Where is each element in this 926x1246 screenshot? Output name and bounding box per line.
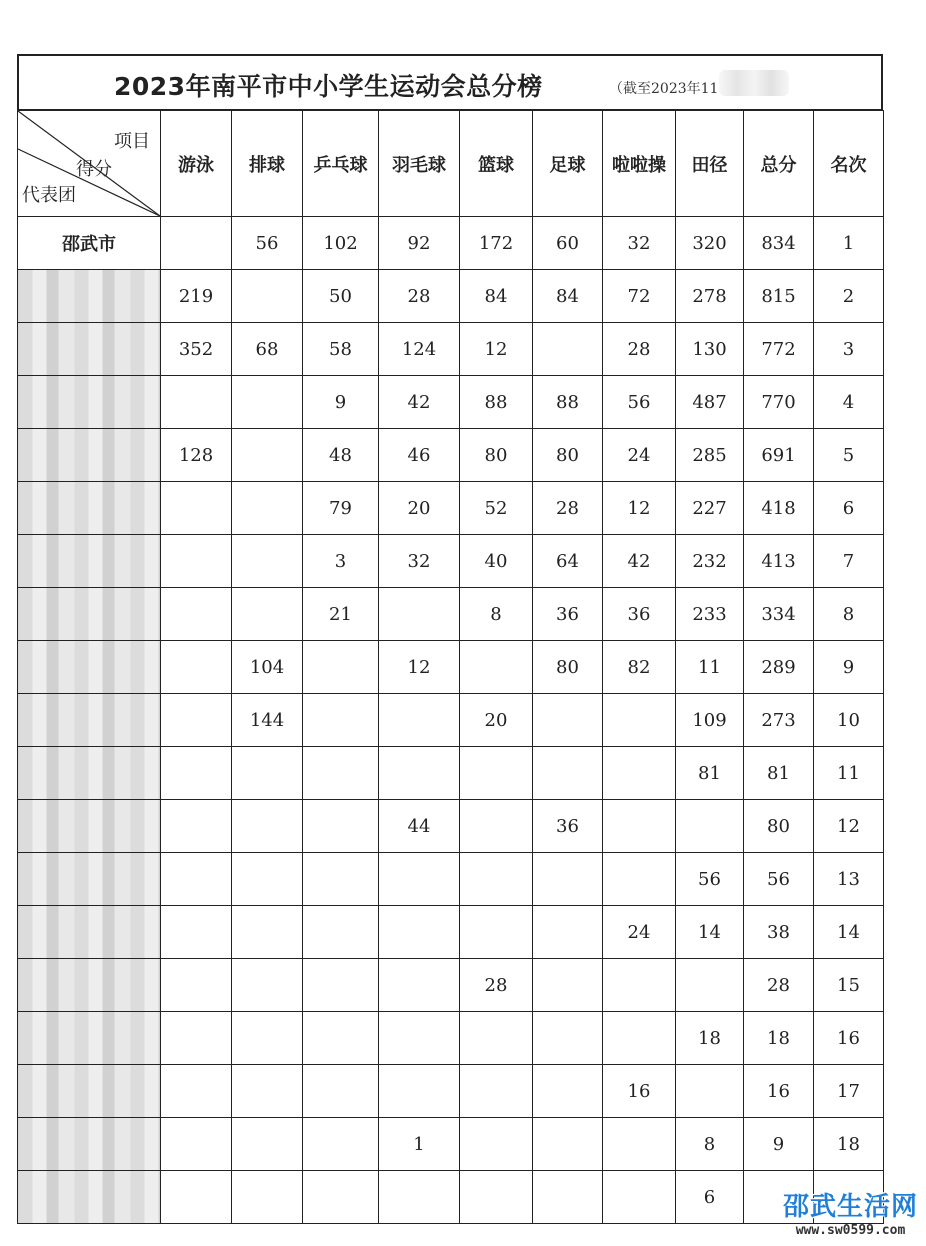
corner-header-cell (18, 111, 161, 217)
score-cell: 24 (603, 906, 676, 959)
score-cell (379, 1012, 460, 1065)
score-cell: 418 (744, 482, 814, 535)
score-cell (232, 800, 303, 853)
score-cell (161, 1118, 232, 1171)
score-cell (161, 959, 232, 1012)
score-cell (460, 853, 533, 906)
score-cell (232, 906, 303, 959)
score-cell (232, 747, 303, 800)
score-cell: 487 (676, 376, 744, 429)
score-cell (161, 376, 232, 429)
score-cell: 18 (814, 1118, 884, 1171)
team-cell (18, 323, 161, 376)
score-cell: 36 (603, 588, 676, 641)
table-row (18, 1171, 884, 1224)
score-cell (676, 1065, 744, 1118)
column-header: 足球 (533, 111, 603, 217)
title-bar (17, 54, 883, 110)
score-cell: 84 (460, 270, 533, 323)
score-cell: 58 (303, 323, 379, 376)
score-cell (303, 853, 379, 906)
score-cell: 9 (303, 376, 379, 429)
score-cell: 8 (460, 588, 533, 641)
score-cell: 60 (533, 217, 603, 270)
score-cell: 42 (379, 376, 460, 429)
site-watermark (783, 1186, 918, 1238)
score-cell: 56 (603, 376, 676, 429)
score-cell: 278 (676, 270, 744, 323)
score-cell: 102 (303, 217, 379, 270)
score-cell: 12 (814, 800, 884, 853)
table-row (18, 270, 884, 323)
table-row (18, 747, 884, 800)
score-cell (161, 800, 232, 853)
score-cell: 38 (744, 906, 814, 959)
team-cell (18, 800, 161, 853)
score-cell: 227 (676, 482, 744, 535)
score-cell: 413 (744, 535, 814, 588)
score-cell (676, 800, 744, 853)
score-cell: 320 (676, 217, 744, 270)
score-cell (232, 853, 303, 906)
score-cell (232, 1065, 303, 1118)
score-cell (460, 800, 533, 853)
watermark-url: www.sw0599.com (795, 1223, 906, 1238)
score-cell (460, 906, 533, 959)
score-cell (379, 1065, 460, 1118)
table-row (18, 217, 884, 270)
table-row (18, 1065, 884, 1118)
score-cell (232, 376, 303, 429)
column-header: 乒乓球 (303, 111, 379, 217)
score-cell: 17 (814, 1065, 884, 1118)
score-cell (533, 1012, 603, 1065)
score-cell: 9 (744, 1118, 814, 1171)
team-cell (18, 376, 161, 429)
score-cell: 233 (676, 588, 744, 641)
score-cell (379, 694, 460, 747)
score-cell (460, 1171, 533, 1224)
score-cell (533, 1118, 603, 1171)
score-cell: 28 (379, 270, 460, 323)
score-cell (303, 1118, 379, 1171)
table-row (18, 323, 884, 376)
score-cell: 20 (460, 694, 533, 747)
score-cell: 18 (744, 1012, 814, 1065)
score-sheet (17, 54, 883, 1224)
score-cell: 36 (533, 800, 603, 853)
table-row (18, 641, 884, 694)
score-cell: 1 (379, 1118, 460, 1171)
corner-label-score: 得分 (76, 159, 112, 180)
score-cell: 14 (676, 906, 744, 959)
table-row (18, 1118, 884, 1171)
team-cell (18, 1065, 161, 1118)
score-cell (303, 1012, 379, 1065)
score-cell: 88 (533, 376, 603, 429)
score-cell (379, 906, 460, 959)
column-header: 总分 (744, 111, 814, 217)
score-cell (603, 800, 676, 853)
team-cell (18, 959, 161, 1012)
score-cell (533, 853, 603, 906)
score-cell: 64 (533, 535, 603, 588)
score-cell (161, 1012, 232, 1065)
score-cell: 1 (814, 217, 884, 270)
score-cell: 6 (676, 1171, 744, 1224)
score-cell (603, 1118, 676, 1171)
score-cell (303, 959, 379, 1012)
score-cell (379, 747, 460, 800)
score-cell: 42 (603, 535, 676, 588)
score-cell: 56 (232, 217, 303, 270)
score-cell: 12 (603, 482, 676, 535)
team-cell (18, 482, 161, 535)
score-cell: 80 (460, 429, 533, 482)
table-row (18, 853, 884, 906)
score-cell: 24 (603, 429, 676, 482)
score-cell: 834 (744, 217, 814, 270)
team-cell (18, 747, 161, 800)
team-cell (18, 694, 161, 747)
column-header: 名次 (814, 111, 884, 217)
score-cell (303, 1065, 379, 1118)
team-cell (18, 853, 161, 906)
score-cell: 289 (744, 641, 814, 694)
header-row (18, 111, 884, 217)
score-cell: 80 (533, 641, 603, 694)
score-cell: 82 (603, 641, 676, 694)
score-cell: 48 (303, 429, 379, 482)
score-cell: 50 (303, 270, 379, 323)
score-cell: 14 (814, 906, 884, 959)
score-cell: 11 (676, 641, 744, 694)
score-cell (379, 959, 460, 1012)
score-cell (303, 747, 379, 800)
score-cell: 13 (814, 853, 884, 906)
score-cell: 285 (676, 429, 744, 482)
score-cell: 81 (676, 747, 744, 800)
score-cell: 12 (379, 641, 460, 694)
score-cell (460, 641, 533, 694)
score-cell: 128 (161, 429, 232, 482)
score-cell: 16 (744, 1065, 814, 1118)
score-cell: 273 (744, 694, 814, 747)
score-cell (379, 1171, 460, 1224)
score-cell: 80 (744, 800, 814, 853)
corner-label-team: 代表团 (22, 185, 76, 206)
score-cell: 15 (814, 959, 884, 1012)
table-row (18, 694, 884, 747)
score-cell (232, 535, 303, 588)
column-header: 羽毛球 (379, 111, 460, 217)
page-title: 2023年南平市中小学生运动会总分榜 (114, 72, 543, 101)
score-cell: 44 (379, 800, 460, 853)
score-cell: 28 (460, 959, 533, 1012)
score-cell: 172 (460, 217, 533, 270)
score-cell: 84 (533, 270, 603, 323)
score-cell: 8 (676, 1118, 744, 1171)
score-cell (161, 1171, 232, 1224)
table-row (18, 906, 884, 959)
score-cell: 9 (814, 641, 884, 694)
score-cell: 5 (814, 429, 884, 482)
score-cell: 68 (232, 323, 303, 376)
score-cell: 7 (814, 535, 884, 588)
title-note: （截至2023年11 (609, 81, 719, 97)
score-cell: 92 (379, 217, 460, 270)
score-cell (460, 1065, 533, 1118)
column-header: 排球 (232, 111, 303, 217)
table-row (18, 535, 884, 588)
score-cell (533, 959, 603, 1012)
score-cell (232, 588, 303, 641)
score-cell: 72 (603, 270, 676, 323)
score-cell: 770 (744, 376, 814, 429)
score-cell: 10 (814, 694, 884, 747)
score-cell (303, 906, 379, 959)
score-cell (161, 535, 232, 588)
score-cell: 28 (744, 959, 814, 1012)
score-cell: 130 (676, 323, 744, 376)
score-cell: 219 (161, 270, 232, 323)
table-row (18, 1012, 884, 1065)
score-cell (161, 217, 232, 270)
score-cell: 32 (603, 217, 676, 270)
team-cell (18, 270, 161, 323)
score-cell: 3 (303, 535, 379, 588)
score-cell: 56 (744, 853, 814, 906)
score-cell (603, 959, 676, 1012)
column-header: 啦啦操 (603, 111, 676, 217)
score-cell (161, 588, 232, 641)
score-cell: 334 (744, 588, 814, 641)
score-cell (303, 641, 379, 694)
score-cell (161, 747, 232, 800)
column-header: 游泳 (161, 111, 232, 217)
score-cell: 28 (603, 323, 676, 376)
score-cell (232, 429, 303, 482)
score-cell: 11 (814, 747, 884, 800)
score-cell: 109 (676, 694, 744, 747)
score-cell (161, 641, 232, 694)
score-cell: 3 (814, 323, 884, 376)
score-cell: 12 (460, 323, 533, 376)
score-cell: 144 (232, 694, 303, 747)
team-cell (18, 535, 161, 588)
team-cell (18, 641, 161, 694)
team-cell (18, 906, 161, 959)
team-cell (18, 1171, 161, 1224)
team-cell (18, 429, 161, 482)
team-cell (18, 1118, 161, 1171)
score-cell (676, 959, 744, 1012)
score-cell (533, 323, 603, 376)
score-cell: 28 (533, 482, 603, 535)
score-cell (161, 1065, 232, 1118)
score-cell (603, 747, 676, 800)
score-cell (161, 853, 232, 906)
column-header: 田径 (676, 111, 744, 217)
score-cell: 88 (460, 376, 533, 429)
score-cell: 232 (676, 535, 744, 588)
score-cell: 46 (379, 429, 460, 482)
score-cell: 16 (603, 1065, 676, 1118)
score-cell (603, 853, 676, 906)
score-cell (161, 694, 232, 747)
score-cell: 18 (676, 1012, 744, 1065)
score-cell: 691 (744, 429, 814, 482)
score-cell: 8 (814, 588, 884, 641)
score-cell (533, 1065, 603, 1118)
score-cell (379, 853, 460, 906)
score-cell (232, 959, 303, 1012)
redacted-date (719, 70, 789, 96)
score-cell: 52 (460, 482, 533, 535)
score-cell (232, 482, 303, 535)
table-row (18, 482, 884, 535)
score-cell (303, 694, 379, 747)
score-cell: 32 (379, 535, 460, 588)
score-cell (161, 906, 232, 959)
team-cell (18, 1012, 161, 1065)
score-cell (533, 1171, 603, 1224)
score-cell: 20 (379, 482, 460, 535)
score-table (17, 110, 884, 1224)
score-cell: 81 (744, 747, 814, 800)
team-cell: 邵武市 (18, 217, 161, 270)
table-row (18, 376, 884, 429)
score-cell: 815 (744, 270, 814, 323)
score-cell (161, 482, 232, 535)
score-cell (603, 694, 676, 747)
score-cell (303, 1171, 379, 1224)
score-cell (533, 747, 603, 800)
team-cell (18, 588, 161, 641)
score-cell (603, 1171, 676, 1224)
score-cell (232, 1012, 303, 1065)
corner-label-item: 项目 (114, 131, 150, 152)
score-cell (232, 1118, 303, 1171)
score-cell: 124 (379, 323, 460, 376)
score-cell: 56 (676, 853, 744, 906)
score-cell: 21 (303, 588, 379, 641)
score-cell (232, 270, 303, 323)
score-cell (533, 906, 603, 959)
score-cell: 80 (533, 429, 603, 482)
score-cell: 772 (744, 323, 814, 376)
watermark-title: 邵武生活网 (782, 1192, 918, 1222)
table-row (18, 959, 884, 1012)
table-body (18, 217, 884, 1224)
score-cell (460, 1012, 533, 1065)
score-cell: 36 (533, 588, 603, 641)
score-cell: 2 (814, 270, 884, 323)
score-cell: 79 (303, 482, 379, 535)
table-row (18, 800, 884, 853)
score-cell (533, 694, 603, 747)
score-cell (603, 1012, 676, 1065)
score-cell (460, 1118, 533, 1171)
score-cell (232, 1171, 303, 1224)
score-cell: 40 (460, 535, 533, 588)
column-header: 篮球 (460, 111, 533, 217)
table-row (18, 588, 884, 641)
score-cell: 352 (161, 323, 232, 376)
score-cell (303, 800, 379, 853)
score-cell: 16 (814, 1012, 884, 1065)
score-cell (379, 588, 460, 641)
score-cell: 104 (232, 641, 303, 694)
score-cell (460, 747, 533, 800)
score-cell: 4 (814, 376, 884, 429)
table-row (18, 429, 884, 482)
score-cell: 6 (814, 482, 884, 535)
